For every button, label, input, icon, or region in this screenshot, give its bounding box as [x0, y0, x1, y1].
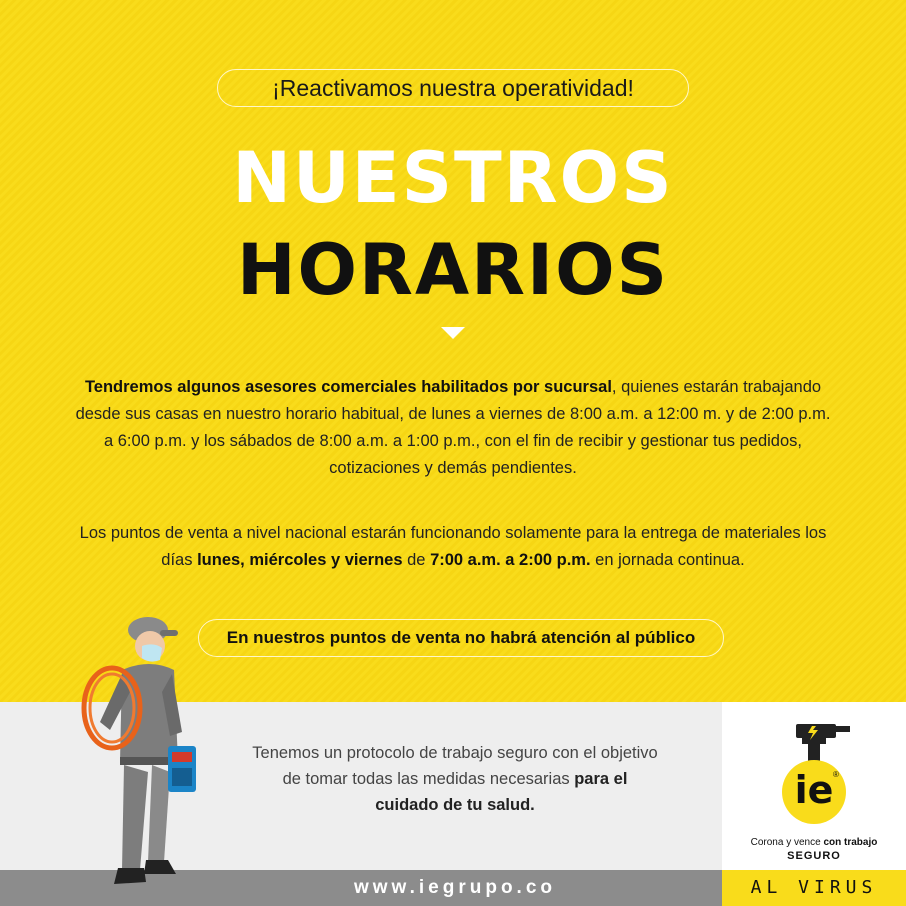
paragraph-advisors [70, 374, 836, 482]
brand-slogan-bold: con trabajo [823, 837, 878, 848]
paragraph-stores [70, 520, 836, 574]
notice-pill: En nuestros puntos de venta no habrá atención al público [198, 619, 724, 657]
ie-logo: ie [794, 768, 834, 812]
title-nuestros: NUESTROS [232, 137, 674, 219]
tagline-pill: ¡Reactivamos nuestra operatividad! [217, 69, 689, 107]
registered-mark: ® [833, 770, 839, 779]
protocol-text [250, 740, 660, 818]
paragraph-advisors-bold: Tendremos algunos asesores comerciales habilitados por sucursal [84, 378, 612, 396]
brand-slogan-seguro: SEGURO [787, 850, 841, 862]
protocol-text-bold: para el cuidado de tu salud. [375, 770, 628, 814]
brand-slogan [728, 836, 900, 849]
protocol-text-plain: Tenemos un protocolo de trabajo seguro con el objetivo de tomar todas las medidas necesarias [252, 744, 658, 788]
paragraph-advisors-text: , quienes estarán trabajando desde sus casas en nuestro horario habitual, de lunes a viernes de 8:00 a.m. a 12:00 m. y de 2:00 p.m. a 6:00 p.m. y los sábados de 8:00 a.m. a 1:00 p.m., con el fin de recibir y gestionar tus pedidos, cotizaciones y demás pendientes. [75, 378, 831, 477]
spray-bottle-icon [788, 720, 852, 764]
paragraph-stores-text1: Los puntos de venta a nivel nacional estarán funcionando solamente para la entrega de materiales los días [79, 524, 827, 569]
title-horarios: HORARIOS [236, 229, 670, 311]
campaign-label: AL VIRUS [722, 870, 906, 906]
worker-illustration [70, 612, 210, 902]
website-link[interactable]: www.iegrupo.co [353, 877, 557, 898]
paragraph-stores-days: lunes, miércoles y viernes [197, 551, 403, 569]
down-triangle-icon [441, 327, 465, 339]
paragraph-stores-text3: en jornada continua. [590, 551, 745, 569]
paragraph-stores-hours: 7:00 a.m. a 2:00 p.m. [430, 551, 591, 569]
paragraph-stores-text2: de [402, 551, 431, 569]
brand-slogan-plain: Corona y vence [750, 837, 824, 848]
